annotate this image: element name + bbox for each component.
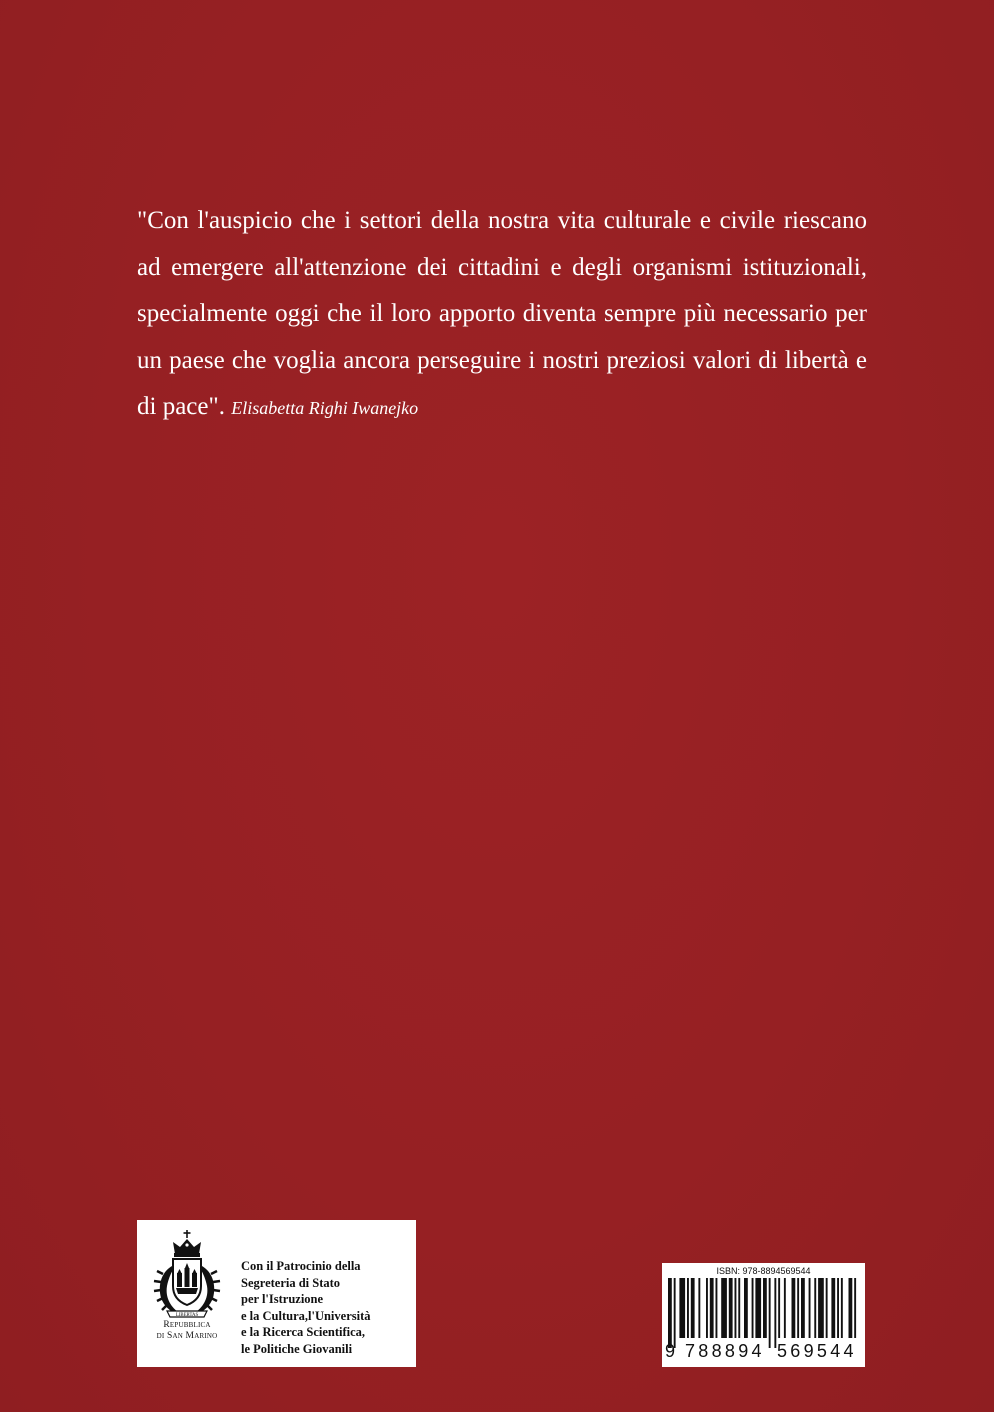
quote-block [137,198,867,432]
barcode-bar [691,1278,695,1338]
barcode-bar [668,1278,672,1348]
barcode-digits [665,1341,863,1363]
quote-author: Elisabetta Righi Iwanejko [231,398,419,418]
barcode-bar [738,1278,740,1338]
san-marino-coat-of-arms-icon [149,1228,225,1323]
emblem-caption-line1: Repubblica [163,1320,211,1330]
barcode-bar [854,1278,856,1338]
quote-text: "Con l'auspicio che i settori della nostra vita culturale e civile riescano ad emergere all'attenzione dei cittadini e degli organismi istituzionali, specialmente oggi che il loro apporto diventa sempre più necessario per un paese che voglia ancora perseguire i nostri preziosi valori di libertà e di pace". [137,207,867,420]
patronage-line: per l'Istruzione [241,1292,324,1306]
barcode-bar [774,1278,776,1348]
barcode-bar [797,1278,799,1338]
emblem-caption-line2: di San Marino [156,1331,218,1341]
barcode-bar [792,1278,796,1338]
barcode-bar [778,1278,780,1338]
barcode-bar [814,1278,816,1338]
patronage-box [137,1220,416,1367]
barcode-bar [831,1278,835,1338]
patronage-line: Segreteria di Stato [241,1275,341,1290]
barcode-bar [752,1278,754,1338]
barcode-bar [687,1278,689,1338]
emblem-caption [139,1320,235,1342]
patronage-line: Con il Patrocinio della [241,1259,361,1273]
svg-text:LIBERTAS: LIBERTAS [175,1313,199,1318]
barcode-bar [818,1278,824,1338]
barcode-bar [744,1278,748,1338]
barcode-bar [763,1278,767,1338]
barcode-digit-group2: 569544 [777,1341,857,1361]
barcode-bar [841,1278,843,1338]
barcode-bar [706,1278,708,1338]
barcode-bar [849,1278,853,1338]
barcode-bar [755,1278,761,1338]
isbn-barcode [662,1263,865,1367]
patronage-line: e la Ricerca Scientifica, [241,1325,366,1339]
barcode-bar [784,1278,786,1338]
barcode-bar [769,1278,771,1348]
barcode-bar [809,1278,811,1338]
barcode-bar [721,1278,727,1338]
patronage-line: e la Cultura,l'Università [241,1308,371,1323]
barcode-bar [674,1278,676,1348]
barcode-icon [666,1278,861,1348]
barcode-bar [826,1278,828,1338]
barcode-bar [698,1278,700,1338]
barcode-bar [801,1278,805,1338]
barcode-bar [729,1278,733,1338]
patronage-text [241,1258,411,1357]
barcode-digit-group1: 788894 [685,1341,765,1361]
barcode-bar [837,1278,839,1338]
barcode-bar [716,1278,718,1338]
patronage-line: le Politiche Giovanili [241,1341,353,1356]
isbn-label: ISBN: 978-8894569544 [716,1266,811,1276]
barcode-bar [710,1278,714,1338]
barcode-digit-first: 9 [665,1341,676,1361]
barcode-bar [679,1278,685,1338]
barcode-bar [735,1278,737,1338]
